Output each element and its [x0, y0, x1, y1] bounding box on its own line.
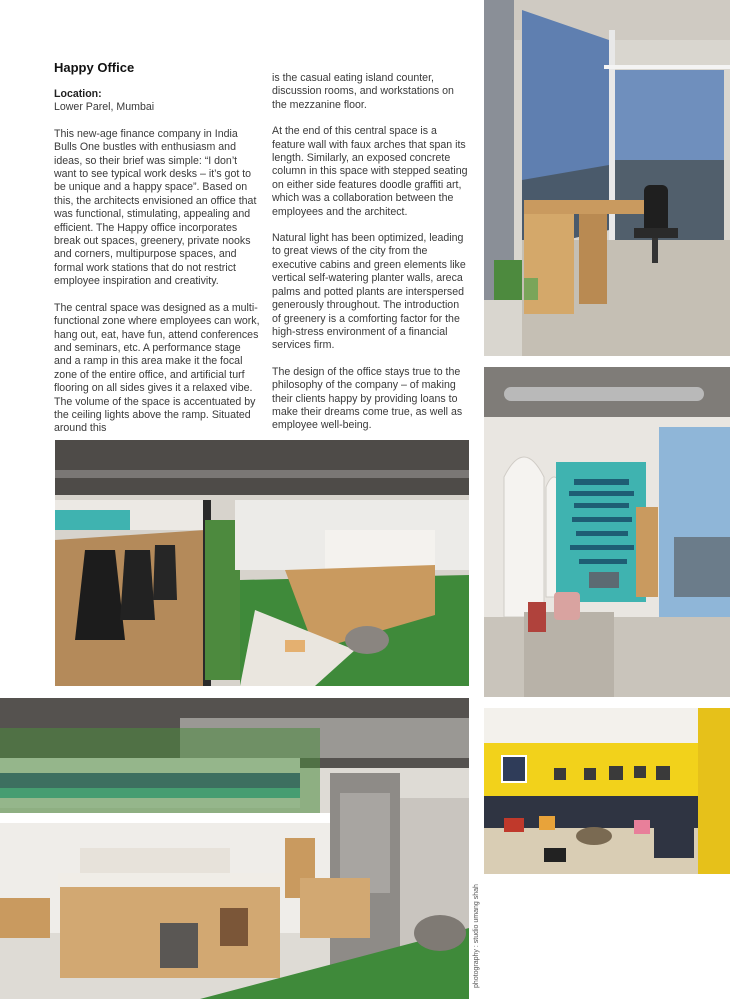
- paragraph: The design of the office stays true to the philosophy of the company – of making their clients happy by providing loans to make their dreams come true, as well as employee well-being.: [272, 365, 463, 432]
- article-column-1: [54, 60, 260, 449]
- article-column-2: [272, 72, 470, 446]
- photo-yellow-lounge: [484, 708, 730, 874]
- paragraph: Natural light has been optimized, leading to great views of the city from the executive cabins and green elements like vertical self-watering planter walls, areca palms and potted plants are interspersed generously throughout. The introduction of greenery is a comforting factor for the high-stress environment of a financial services firm.: [272, 232, 466, 352]
- paragraph: The central space was designed as a multi-functional zone where employees can work, hang out, eat, have fun, attend conferences and seminars, etc. A performance stage and a ramp in this area make it the focal zone of the entire office, and artificial turf flooring on all sides gives it a relaxed vibe. The volume of the space is accentuated by the ceiling lights above the ramp. Situated around this: [54, 301, 260, 435]
- paragraph: This new-age finance company in India Bulls One bustles with enthusiasm and ideas, so their brief was simple: “I don’t want to see typical work desks – it’s got to be unique and a happy space”. Based on this, the architects envisioned an office that was functional, stimulating, appealing and efficient. The Happy office incorporates break out spaces, greenery, private nooks and corners, multipurpose spaces, and formal work stations that do not restrict employee inspiration and creativity.: [54, 127, 257, 288]
- photo-credit: photography : studio umang shah: [473, 884, 480, 988]
- photo-teal-feature-wall: [484, 367, 730, 697]
- photo-mezzanine-eating-island: [0, 698, 469, 999]
- paragraph: At the end of this central space is a feature wall with faux arches that span its length. Similarly, an exposed concrete column in this space with stepped seating on either side features doodle graffiti art, which was a collaboration between the employees and the architect.: [272, 125, 468, 218]
- photo-central-space-ramp: [55, 440, 469, 686]
- location-value: Lower Parel, Mumbai: [54, 101, 155, 114]
- location-label: Location:: [54, 88, 102, 100]
- paragraph: is the casual eating island counter, discussion rooms, and workstations on the mezzanine floor.: [272, 72, 454, 111]
- article-title: Happy Office: [54, 60, 135, 75]
- photo-executive-cabin: [484, 0, 730, 356]
